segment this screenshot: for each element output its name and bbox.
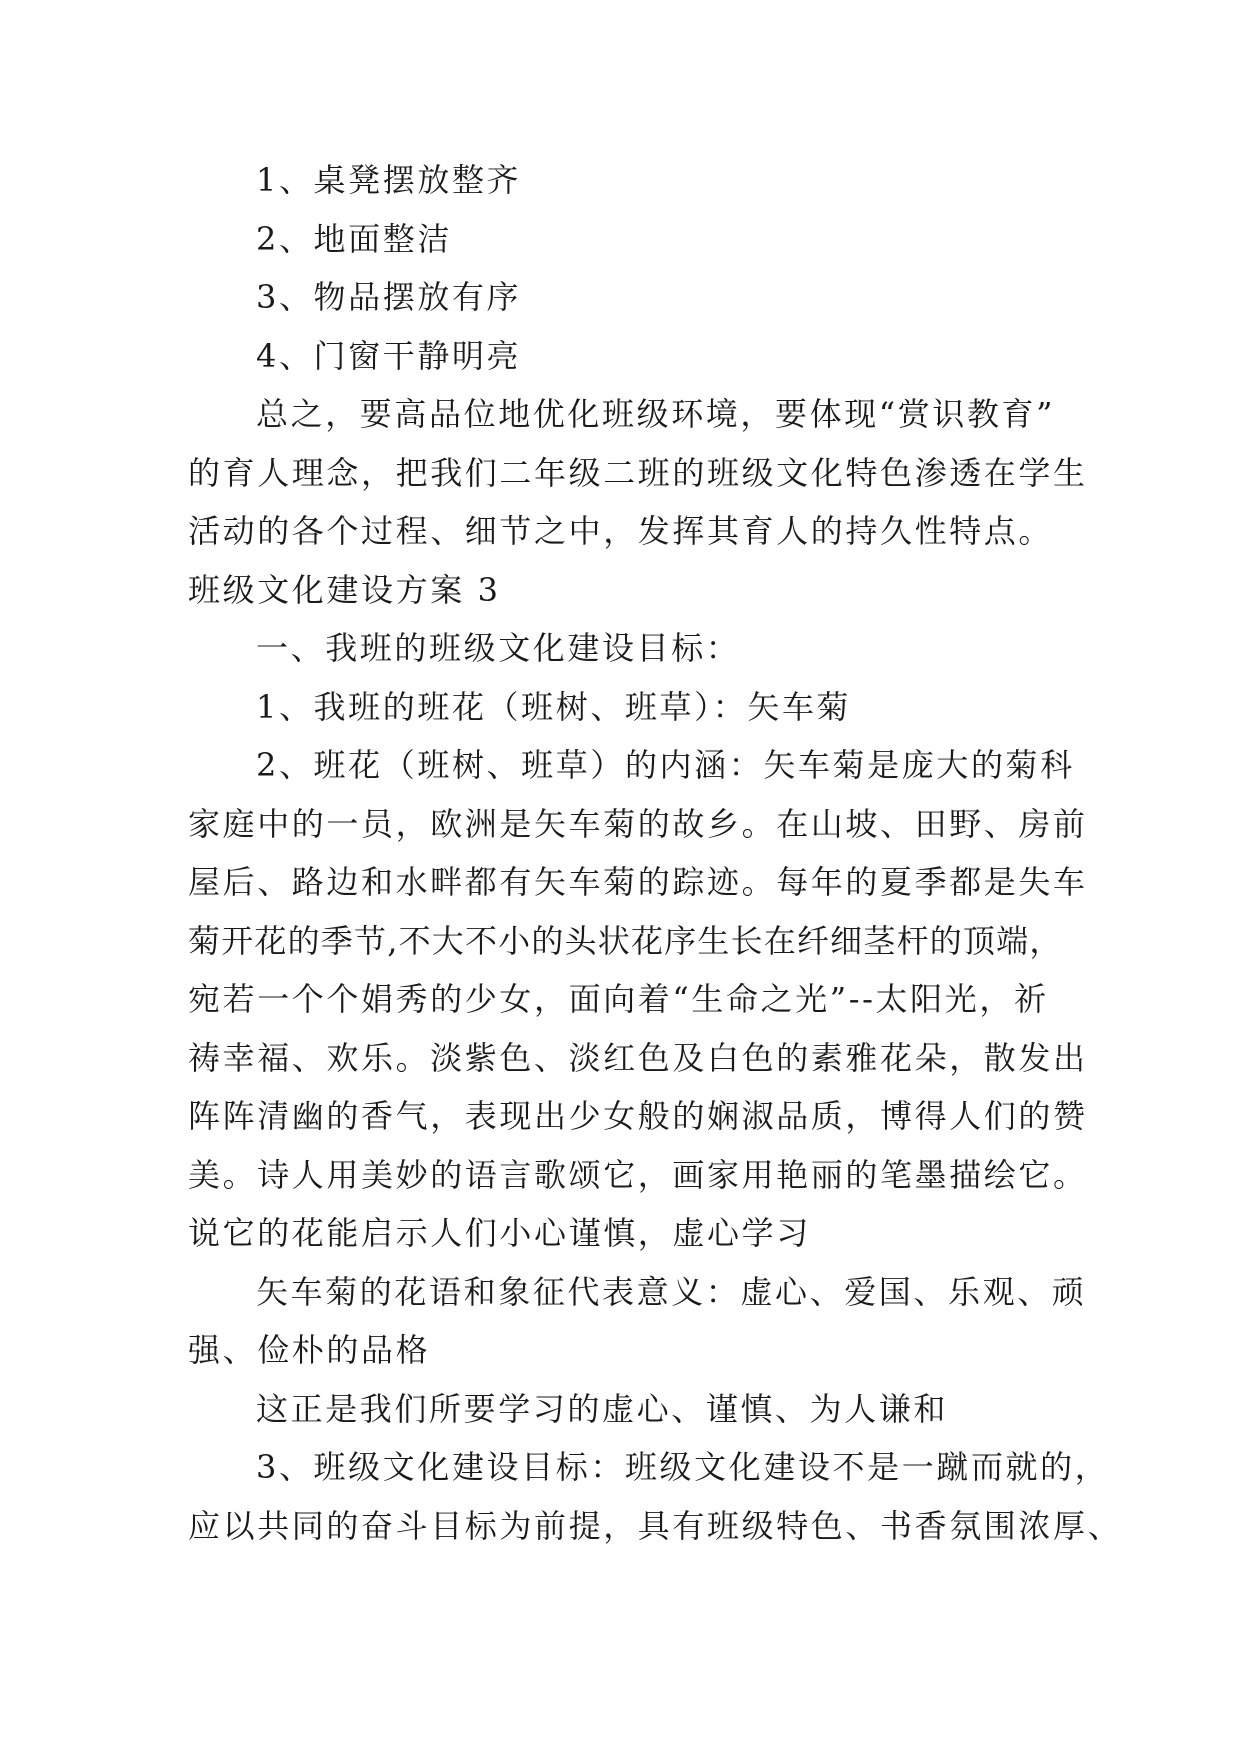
paragraph-meaning-line: 家庭中的一员，欧洲是矢车菊的故乡。在山坡、田野、房前 (188, 804, 1088, 843)
paragraph-meaning-line: 屋后、路边和水畔都有矢车菊的踪迹。每年的夏季都是失车 (188, 863, 1088, 901)
paragraph-summary-line: 的育人理念，把我们二年级二班的班级文化特色渗透在学生 (188, 453, 1088, 492)
list-item-floor: 2、地面整洁 (256, 219, 452, 258)
paragraph-meaning-line: 祷幸福、欢乐。淡紫色、淡红色及白色的素雅花朵，散发出 (188, 1038, 1088, 1077)
section-title: 班级文化建设方案 3 (188, 570, 501, 609)
paragraph-meaning-line: 说它的花能启示人们小心谨慎，虚心学习 (188, 1214, 811, 1252)
paragraph-flower-language-line: 矢车菊的花语和象征代表意义：虚心、爱国、乐观、顽 (256, 1272, 1087, 1311)
paragraph-learning: 这正是我们所要学习的虚心、谨慎、为人谦和 (256, 1389, 949, 1428)
paragraph-summary-line: 总之，要高品位地优化班级环境，要体现“赏识教育” (256, 395, 1056, 433)
paragraph-goal-line: 3、班级文化建设目标：班级文化建设不是一蹴而就的， (256, 1448, 1110, 1486)
paragraph-summary-line: 活动的各个过程、细节之中，发挥其育人的持久性特点。 (188, 512, 1054, 550)
paragraph-meaning-line: 2、班花（班树、班草）的内涵：矢车菊是庞大的菊科 (256, 746, 1075, 784)
paragraph-meaning-line: 菊开花的季节,不大不小的头状花序生长在纤细茎杆的顶端， (188, 921, 1063, 960)
list-item-desks: 1、桌凳摆放整齐 (256, 161, 522, 199)
list-item-items: 3、物品摆放有序 (256, 278, 522, 316)
class-flower-item: 1、我班的班花（班树、班草）：矢车菊 (256, 687, 852, 726)
paragraph-meaning-line: 美。诗人用美妙的语言歌颂它，画家用艳丽的笔墨描绘它。 (188, 1155, 1088, 1194)
list-item-windows: 4、门窗干静明亮 (256, 336, 522, 375)
paragraph-meaning-line: 宛若一个个娟秀的少女，面向着“生命之光”--太阳光，祈 (188, 980, 1049, 1018)
paragraph-meaning-line: 阵阵清幽的香气，表现出少女般的娴淑品质，博得人们的赞 (188, 1097, 1088, 1135)
document-body (188, 151, 1123, 1555)
paragraph-goal-line: 应以共同的奋斗目标为前提，具有班级特色、书香氛围浓厚、 (188, 1506, 1123, 1545)
section-heading: 一、我班的班级文化建设目标： (256, 629, 741, 667)
paragraph-flower-language-line: 强、俭朴的品格 (188, 1331, 431, 1369)
